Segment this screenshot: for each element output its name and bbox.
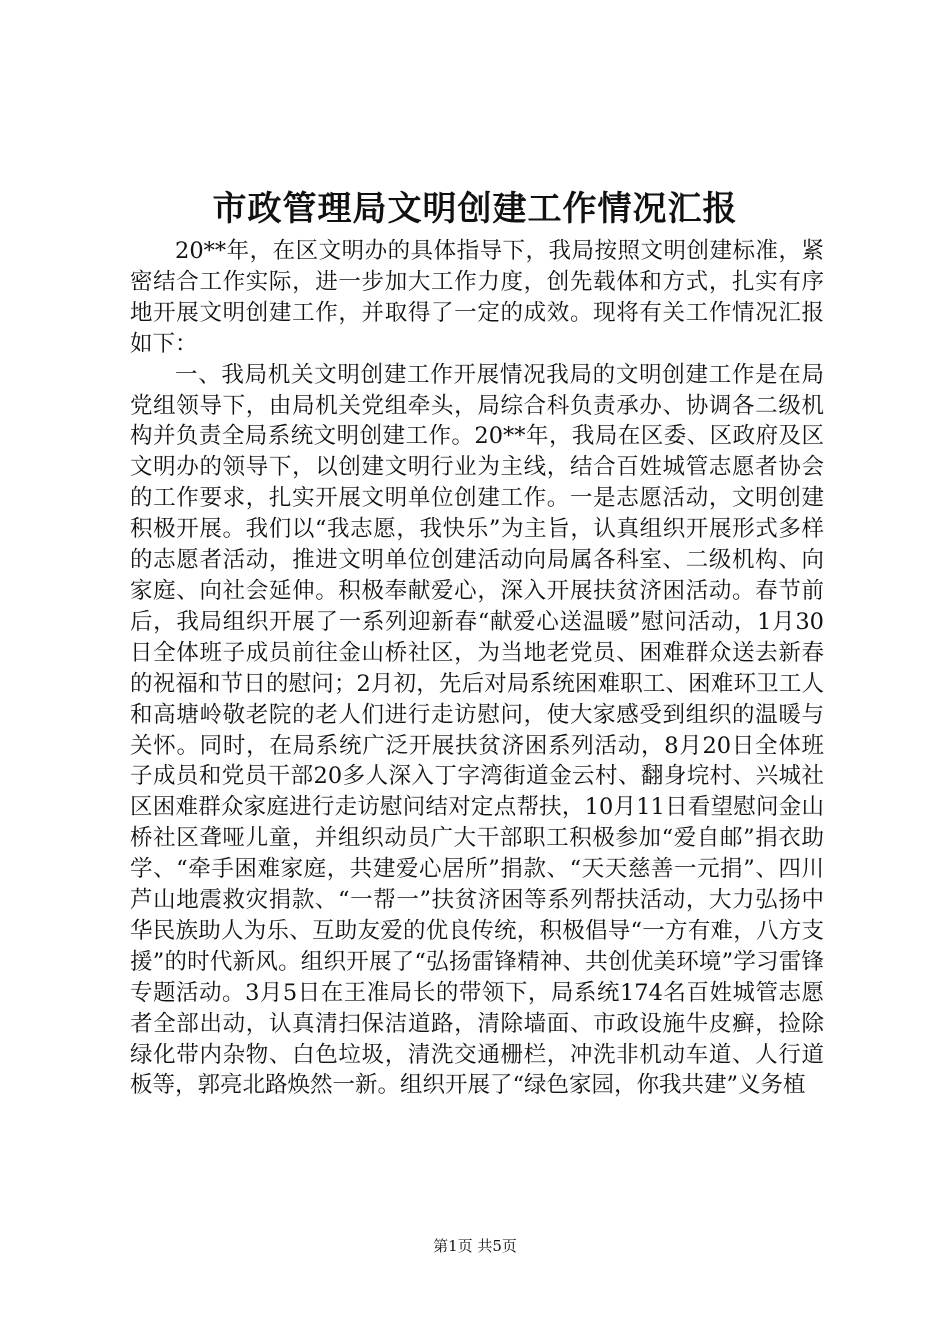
paragraph-section-1: 一、我局机关文明创建工作开展情况我局的文明创建工作是在局党组领导下，由局机关党组牵头，局综合科负责承办、协调各二级机构并负责全局系统文明创建工作。20**年，我局在区委、区政府及区文明办的领导下，以创建文明行业为主线，结合百姓城管志愿者协会的工作要求，扎实开展文明单位创建工作。一是志愿活动，文明创建积极开展。我们以“我志愿，我快乐”为主旨，认真组织开展形式多样的志愿者活动，推进文明单位创建活动向局属各科室、二级机构、向家庭、向社会延伸。积极奉献爱心，深入开展扶贫济困活动。春节前后，我局组织开展了一系列迎新春“献爱心送温暖”慰问活动，1月30日全体班子成员前往金山桥社区，为当地老党员、困难群众送去新春的祝福和节日的慰问；2月初，先后对局系统困难职工、困难环卫工人和高塘岭敬老院的老人们进行走访慰问，使大家感受到组织的温暖与关怀。同时，在局系统广泛开展扶贫济困系列活动，8月20日全体班子成员和党员干部20多人深入丁字湾街道金云村、翻身垸村、兴城社区困难群众家庭进行走访慰问结对定点帮扶，10月11日看望慰问金山桥社区聋哑儿童，并组织动员广大干部职工积极参加“爱自邮”捐衣助学、“牵手困难家庭，共建爱心居所”捐款、“天天慈善一元捐”、四川芦山地震救灾捐款、“一帮一”扶贫济困等系列帮扶活动，大力弘扬中华民族助人为乐、互助友爱的优良传统，积极倡导“一方有难，八方支援”的时代新风。组织开展了“弘扬雷锋精神、共创优美环境”学习雷锋专题活动。3月5日在王准局长的带领下，局系统174名百姓城管志愿者全部出动，认真清扫保洁道路，清除墙面、市政设施牛皮癣，捡除绿化带内杂物、白色垃圾，清洗交通栅栏，冲洗非机动车道、人行道板等，郭亮北路焕然一新。组织开展了“绿色家园，你我共建”义务植	[130, 361, 824, 1099]
page-number-footer: 第1页 共5页	[433, 1237, 517, 1255]
paragraph-intro: 20**年，在区文明办的具体指导下，我局按照文明创建标准，紧密结合工作实际，进一步加大工作力度，创先载体和方式，扎实有序地开展文明创建工作，并取得了一定的成效。现将有关工作情况汇报如下：	[130, 238, 824, 357]
document-title: 市政管理局文明创建工作情况汇报	[212, 189, 738, 229]
document-body	[130, 236, 824, 1101]
